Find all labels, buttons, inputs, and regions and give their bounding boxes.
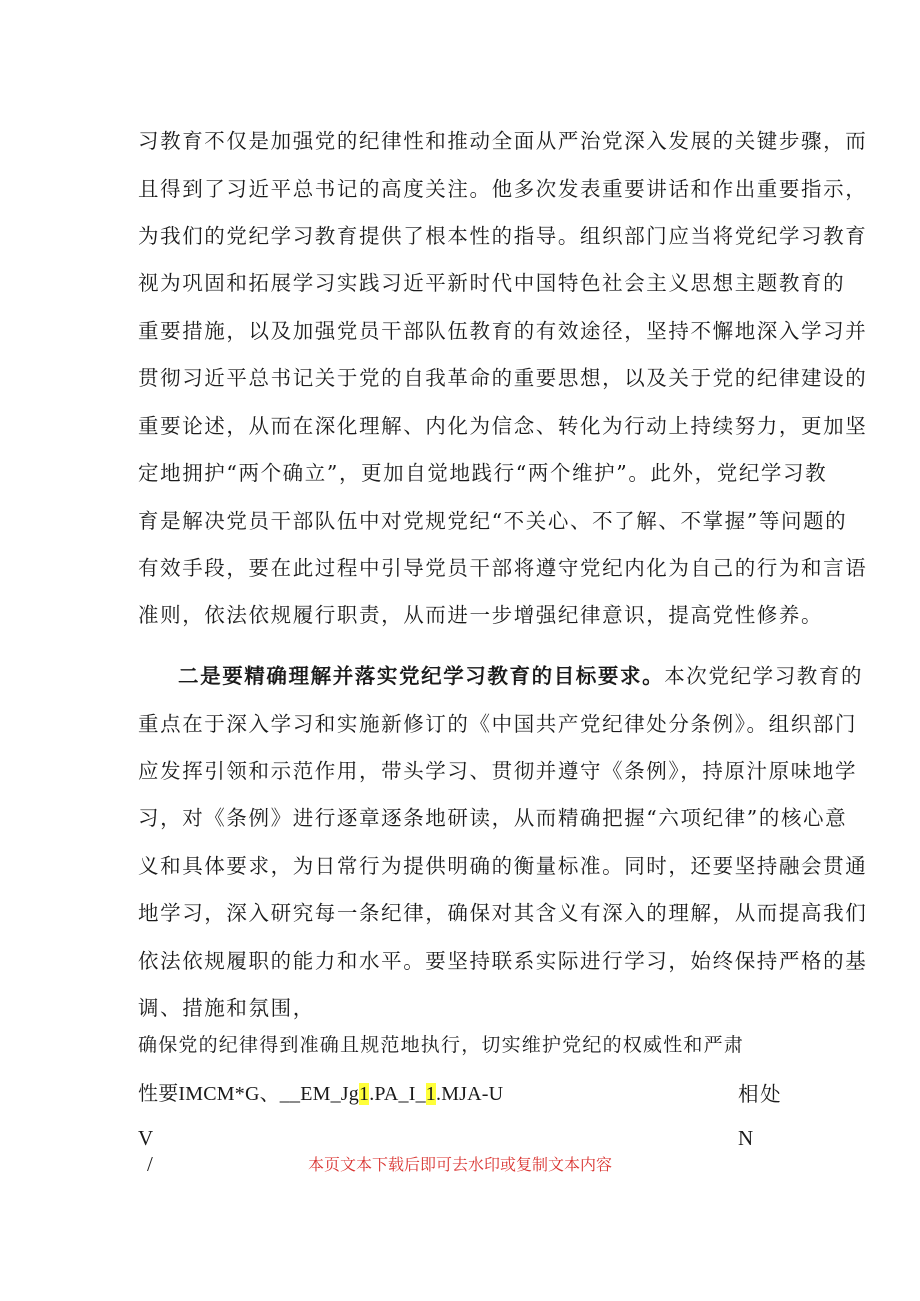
stray-slash: /: [147, 1152, 154, 1176]
p2-line-8: 调、措施和氛围，: [138, 996, 315, 1020]
garbled-line: [138, 1080, 503, 1108]
p1-line-2: 且得到了习近平总书记的高度关注。他多次发表重要讲话和作出重要指示，: [138, 177, 868, 201]
garbled-right-text: 相处: [738, 1082, 783, 1106]
p2-line-2: 重点在于深入学习和实施新修订的《中国共产党纪律处分条例》。组织部门: [138, 712, 858, 736]
p2-first-line-rest: 本次党纪学习教育的: [664, 664, 864, 688]
stray-v: V: [138, 1126, 154, 1150]
highlight-2: 1: [425, 1083, 436, 1105]
garbled-part-2: .PA_I_: [369, 1083, 426, 1105]
stray-n: N: [738, 1126, 754, 1150]
p1-line-1: 习教育不仅是加强党的纪律性和推动全面从严治党深入发展的关键步骤，而: [138, 129, 868, 153]
line-after: 确保党的纪律得到准确且规范地执行，切实维护党纪的权威性和严肃: [138, 1034, 745, 1056]
watermark-notice: 本页文本下载后即可去水印或复制文本内容: [308, 1155, 613, 1174]
p1-line-4: 视为巩固和拓展学习实践习近平新时代中国特色社会主义思想主题教育的: [138, 271, 846, 295]
p2-line-3: 应发挥引领和示范作用，带头学习、贯彻并遵守《条例》，持原汁原味地学: [138, 759, 858, 783]
p2-first-line: [178, 662, 863, 690]
highlight-1: 1: [359, 1083, 370, 1105]
p2-heading: 二是要精确理解并落实党纪学习教育的目标要求。: [178, 664, 665, 688]
p1-line-8: 定地拥护“两个确立”，更加自觉地践行“两个维护”。此外，党纪学习教: [138, 461, 828, 485]
p1-line-11: 准则，依法依规履行职责，从而进一步增强纪律意识，提高党性修养。: [138, 603, 824, 627]
garbled-part-1: 性要IMCM*G、__EM_Jg: [138, 1083, 359, 1105]
p1-line-3: 为我们的党纪学习教育提供了根本性的指导。组织部门应当将党纪学习教育: [138, 224, 868, 248]
p1-line-7: 重要论述，从而在深化理解、内化为信念、转化为行动上持续努力，更加坚: [138, 414, 868, 438]
p2-line-6: 地学习，深入研究每一条纪律，确保对其含义有深入的理解，从而提高我们: [138, 901, 868, 925]
p2-line-4: 习，对《条例》进行逐章逐条地研读，从而精确把握“六项纪律”的核心意: [138, 806, 848, 830]
p2-line-7: 依法依规履职的能力和水平。要坚持联系实际进行学习，始终保持严格的基: [138, 949, 868, 973]
p1-line-5: 重要措施，以及加强党员干部队伍教育的有效途径，坚持不懈地深入学习并: [138, 319, 868, 343]
p1-line-10: 有效手段，要在此过程中引导党员干部将遵守党纪内化为自己的行为和言语: [138, 556, 868, 580]
garbled-part-3: .MJA-U: [436, 1083, 504, 1105]
p1-line-9: 育是解决党员干部队伍中对党规党纪“不关心、不了解、不掌握”等问题的: [138, 509, 848, 533]
p1-line-6: 贯彻习近平总书记关于党的自我革命的重要思想，以及关于党的纪律建设的: [138, 366, 868, 390]
p2-line-5: 义和具体要求，为日常行为提供明确的衡量标准。同时，还要坚持融会贯通: [138, 854, 868, 878]
